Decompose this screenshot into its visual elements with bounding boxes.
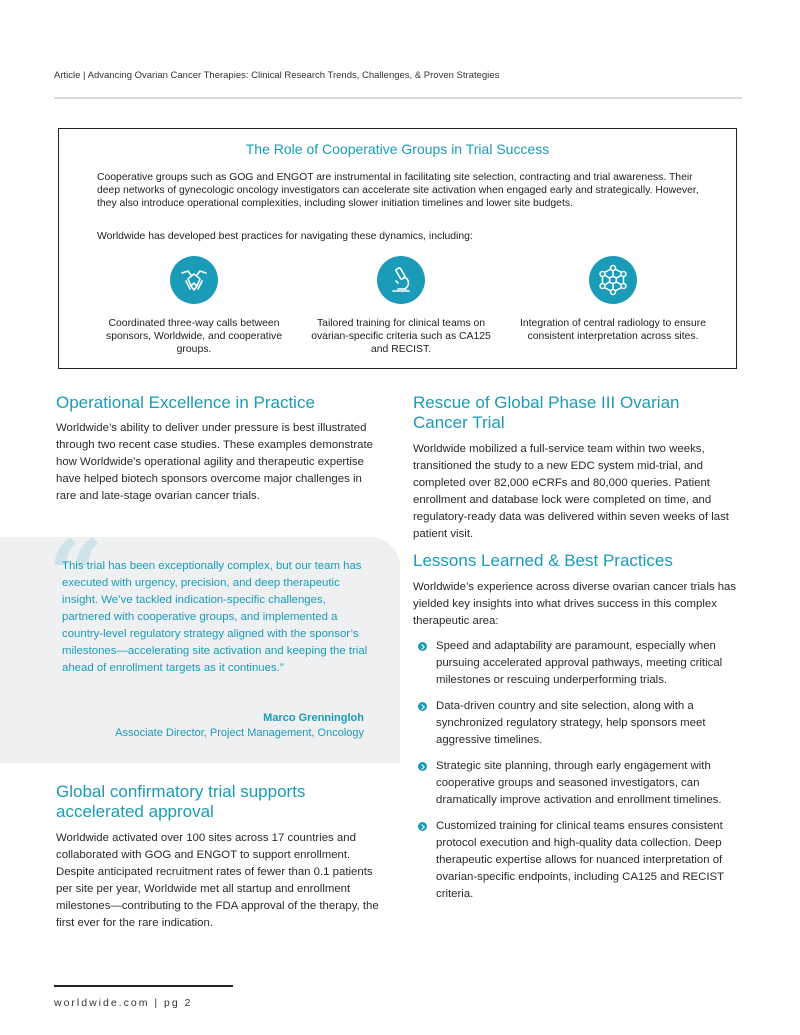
chevron-bullet-icon [418,702,427,711]
cooperative-groups-callout [58,128,737,369]
rescue-body: Worldwide mobilized a full-service team within two weeks, transitioned the study to a new EDC system mid-trial, and completed over 82,000 eCRFs and 80,000 queries. Patient enrollment and database lock were completed on time, and regulatory-ready data was delivered within seven weeks of last patient visit. [413,443,729,540]
list-item [416,818,746,903]
list-item [416,758,746,809]
quote-author-role: Associate Director, Project Management, Oncology [115,727,364,739]
global-trial-body: Worldwide activated over 100 sites across 17 countries and collaborated with GOG and ENGOT to support enrollment. Despite anticipated recruitment rates of fewer than 0.1 patients per site per year, Worldwide met all startup and enrollment milestones—contributing to the FDA approval of the therapy, the first ever for the rare indication. [56,832,379,929]
callout-title: The Role of Cooperative Groups in Trial Success [245,141,550,157]
callout-paragraph-2: Worldwide has developed best practices for navigating these dynamics, including: [97,231,473,242]
quote-text: This trial has been exceptionally complex, but our team has executed with urgency, precision, and deep therapeutic insight. We’ve tackled indication-specific challenges, partnered with cooperative groups, and implemented a country-level regulatory strategy aligned with the sponsor’s milestones—accelerating site activation and keeping the trial ahead of enrollment targets as it continues.” [62,560,368,674]
lessons-intro: Worldwide’s experience across diverse ovarian cancer trials has yielded key insights into what drives success in this complex therapeutic area: [413,581,737,627]
bullet-text: Strategic site planning, through early engagement with cooperative groups and seasoned investigators, can dramatically improve activation and enrollment timelines. [436,760,722,806]
quotation-mark-icon: “ [48,519,104,632]
breadcrumb: Article | Advancing Ovarian Cancer Therapies: Clinical Research Trends, Challenges, & Proven Strategies [54,70,500,81]
chevron-bullet-icon [418,762,427,771]
lessons-bullet-list [416,638,746,912]
bullet-text: Speed and adaptability are paramount, especially when pursuing accelerated approval pathways, meeting critical milestones or rescuing underperforming trials. [436,640,723,686]
list-item [416,698,746,749]
chevron-bullet-icon [418,822,427,831]
bullet-text: Data-driven country and site selection, along with a synchronized regulatory strategy, help sponsors meet aggressive timelines. [436,700,706,746]
callout-paragraph-1: Cooperative groups such as GOG and ENGOT are instrumental in facilitating site selection, contracting and trial awareness. Their deep networks of gynecologic oncology investigators can accelerate site activation when engaged early and strategically. However, they also introduce operational complexities, including slower initiation timelines and lower site budgets. [97,172,699,209]
chevron-bullet-icon [418,642,427,651]
microscope-icon [377,256,425,304]
bullet-text: Customized training for clinical teams ensures consistent protocol execution and high-quality data collection. Deep therapeutic expertise allows for nuanced interpretation of ovarian-specific endpoints, including CA125 and RECIST criteria. [436,820,724,900]
lessons-heading: Lessons Learned & Best Practices [413,551,673,570]
feature-caption-2: Tailored training for clinical teams on ovarian-specific criteria such as CA125 and RECIST. [311,318,491,355]
footer-divider [54,985,233,987]
feature-caption-3: Integration of central radiology to ensure consistent interpretation across sites. [520,318,706,342]
operational-body: Worldwide’s ability to deliver under pressure is best illustrated through two recent case studies. These examples demonstrate how Worldwide’s operational agility and therapeutic expertise have helped biotech sponsors overcome major challenges in rare and late-stage ovarian cancer trials. [56,422,374,502]
global-trial-heading: Global confirmatory trial supports accelerated approval [56,782,306,821]
handshake-icon [170,256,218,304]
list-item [416,638,746,689]
quote-author-name: Marco Grenningloh [263,712,364,724]
header-divider [54,97,742,99]
feature-caption-1: Coordinated three-way calls between sponsors, Worldwide, and cooperative groups. [106,318,282,355]
operational-heading: Operational Excellence in Practice [56,393,315,412]
network-icon [589,256,637,304]
rescue-heading: Rescue of Global Phase III Ovarian Cancer Trial [413,393,680,432]
footer-page-label: worldwide.com | pg 2 [54,997,193,1009]
